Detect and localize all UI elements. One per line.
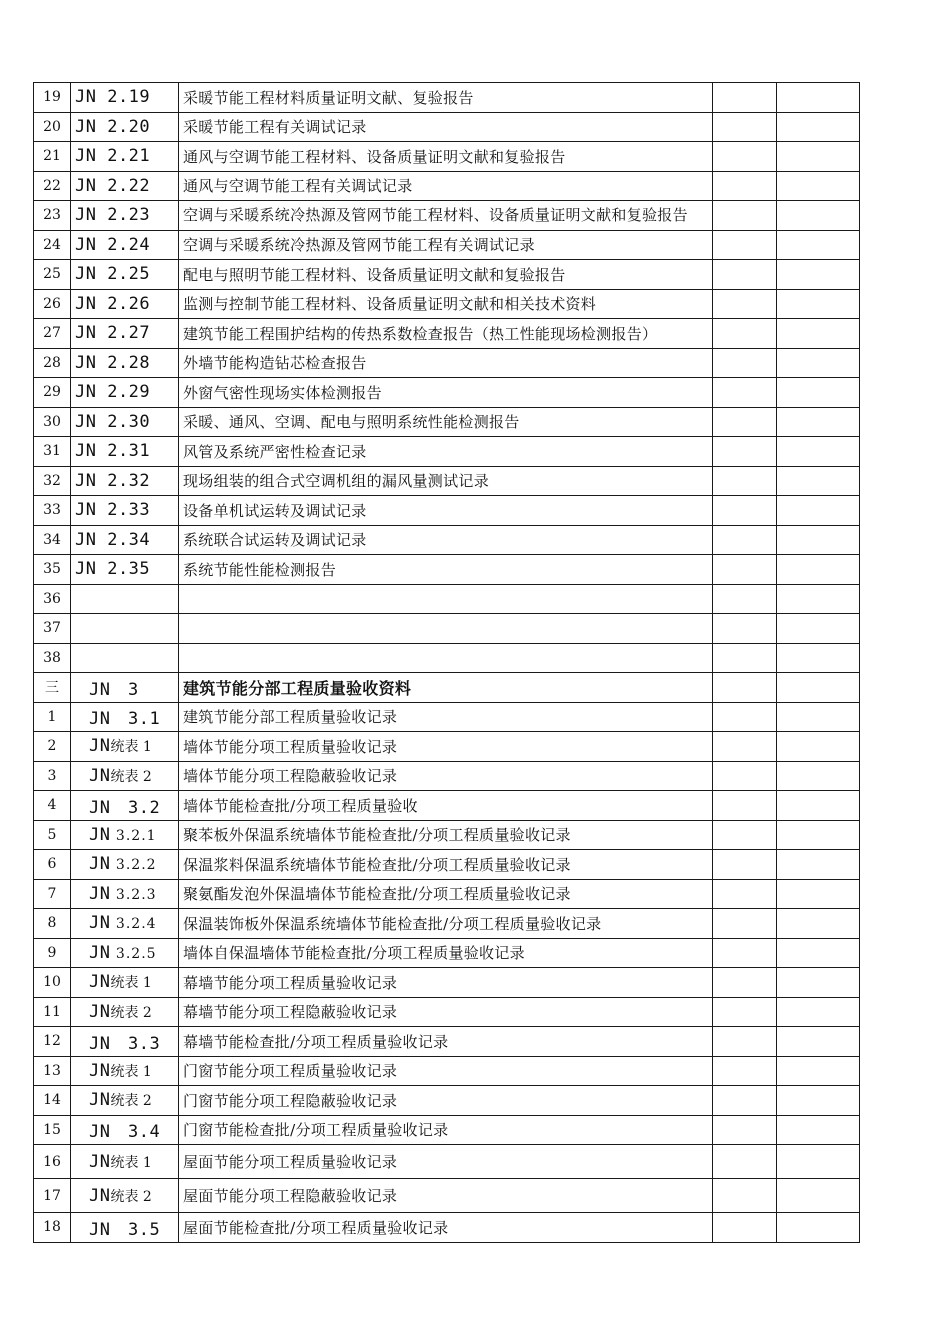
code-table-suffix: 统表 2	[110, 768, 152, 785]
table-row	[34, 820, 860, 850]
code-prefix: JN	[89, 1060, 111, 1081]
table-row	[34, 348, 860, 378]
row-number: 17	[34, 1179, 71, 1213]
row-title: 现场组装的组合式空调机组的漏风量测试记录	[179, 466, 713, 496]
row-title: 门窗节能分项工程质量验收记录	[179, 1056, 713, 1086]
check-cell-b	[777, 1145, 860, 1179]
row-title: 幕墙节能分项工程隐蔽验收记录	[179, 997, 713, 1027]
table-row	[34, 938, 860, 968]
check-cell-a	[713, 761, 777, 791]
table-row	[34, 1145, 860, 1179]
check-cell-a	[713, 791, 777, 821]
row-number: 20	[34, 112, 71, 142]
row-title: 幕墙节能检查批/分项工程质量验收记录	[179, 1027, 713, 1057]
check-cell-b	[777, 496, 860, 526]
row-title: 外窗气密性现场实体检测报告	[179, 378, 713, 408]
section-code: JN 3	[71, 673, 179, 703]
check-cell-b	[777, 83, 860, 113]
row-code: JN 2.21	[71, 142, 179, 172]
row-number: 19	[34, 83, 71, 113]
table-row	[34, 1086, 860, 1116]
row-code	[71, 732, 179, 762]
row-title: 外墙节能构造钻芯检查报告	[179, 348, 713, 378]
table-row	[34, 171, 860, 201]
row-title: 监测与控制节能工程材料、设备质量证明文献和相关技术资料	[179, 289, 713, 319]
check-cell-a	[713, 1145, 777, 1179]
row-title: 通风与空调节能工程有关调试记录	[179, 171, 713, 201]
row-code	[71, 1213, 179, 1243]
row-number: 14	[34, 1086, 71, 1116]
check-cell-b	[777, 555, 860, 585]
row-title: 空调与采暖系统冷热源及管网节能工程有关调试记录	[179, 230, 713, 260]
row-code: JN 2.31	[71, 437, 179, 467]
code-prefix: JN	[89, 824, 111, 845]
table-row	[34, 643, 860, 673]
check-cell-a	[713, 1179, 777, 1213]
section-label: 三	[34, 673, 71, 703]
row-number: 30	[34, 407, 71, 437]
code-prefix: JN	[89, 765, 111, 786]
check-cell-a	[713, 614, 777, 644]
row-title: 风管及系统严密性检查记录	[179, 437, 713, 467]
row-number: 22	[34, 171, 71, 201]
table-row	[34, 289, 860, 319]
table-row	[34, 761, 860, 791]
check-cell-b	[777, 938, 860, 968]
check-cell-a	[713, 555, 777, 585]
row-number: 28	[34, 348, 71, 378]
check-cell-a	[713, 230, 777, 260]
code-prefix: JN 3.1	[89, 709, 161, 730]
row-code: JN 2.28	[71, 348, 179, 378]
row-code: JN 2.22	[71, 171, 179, 201]
row-number: 10	[34, 968, 71, 998]
row-number: 3	[34, 761, 71, 791]
row-code: JN 2.25	[71, 260, 179, 290]
row-code: JN 2.34	[71, 525, 179, 555]
check-cell-b	[777, 1027, 860, 1057]
row-code	[71, 702, 179, 732]
section-two-rows	[34, 83, 860, 673]
check-cell-b	[777, 260, 860, 290]
check-cell-b	[777, 909, 860, 939]
row-code: JN 2.29	[71, 378, 179, 408]
table-row	[34, 260, 860, 290]
row-title: 空调与采暖系统冷热源及管网节能工程材料、设备质量证明文献和复验报告	[179, 201, 713, 231]
row-title: 系统联合试运转及调试记录	[179, 525, 713, 555]
row-number: 31	[34, 437, 71, 467]
table-row	[34, 1179, 860, 1213]
check-cell-a	[713, 348, 777, 378]
row-title	[179, 643, 713, 673]
table-row	[34, 614, 860, 644]
table-row	[34, 142, 860, 172]
table-row	[34, 879, 860, 909]
row-title: 采暖节能工程有关调试记录	[179, 112, 713, 142]
table-row	[34, 201, 860, 231]
code-sub-number: 3.2.4	[110, 916, 157, 933]
code-sub-number: 3.2.3	[110, 886, 157, 903]
check-cell-b	[777, 673, 860, 703]
check-cell-a	[713, 673, 777, 703]
check-cell-a	[713, 879, 777, 909]
row-code	[71, 938, 179, 968]
table-row	[34, 584, 860, 614]
row-title	[179, 614, 713, 644]
check-cell-a	[713, 407, 777, 437]
row-title: 保温装饰板外保温系统墙体节能检查批/分项工程质量验收记录	[179, 909, 713, 939]
check-cell-a	[713, 142, 777, 172]
row-title: 幕墙节能分项工程质量验收记录	[179, 968, 713, 998]
check-cell-b	[777, 348, 860, 378]
check-cell-a	[713, 201, 777, 231]
check-cell-a	[713, 1027, 777, 1057]
code-sub-number: 3.2.2	[110, 857, 157, 874]
check-cell-b	[777, 1115, 860, 1145]
row-title: 配电与照明节能工程材料、设备质量证明文献和复验报告	[179, 260, 713, 290]
row-code	[71, 1145, 179, 1179]
table-row	[34, 378, 860, 408]
check-cell-b	[777, 791, 860, 821]
check-cell-b	[777, 614, 860, 644]
table-row	[34, 83, 860, 113]
code-table-suffix: 统表 1	[110, 739, 152, 756]
row-number: 29	[34, 378, 71, 408]
table-row	[34, 968, 860, 998]
check-cell-a	[713, 289, 777, 319]
check-cell-b	[777, 879, 860, 909]
check-cell-b	[777, 171, 860, 201]
row-title: 墙体节能分项工程隐蔽验收记录	[179, 761, 713, 791]
code-prefix: JN	[89, 1001, 111, 1022]
code-prefix: JN	[89, 1090, 111, 1111]
row-number: 12	[34, 1027, 71, 1057]
row-title: 屋面节能分项工程质量验收记录	[179, 1145, 713, 1179]
section-title: 建筑节能分部工程质量验收资料	[179, 673, 713, 703]
code-table-suffix: 统表 1	[110, 1154, 152, 1171]
check-cell-b	[777, 1056, 860, 1086]
row-title	[179, 584, 713, 614]
row-number: 26	[34, 289, 71, 319]
row-number: 35	[34, 555, 71, 585]
check-cell-b	[777, 1086, 860, 1116]
check-cell-a	[713, 319, 777, 349]
row-code: JN 2.20	[71, 112, 179, 142]
row-code	[71, 1056, 179, 1086]
row-number: 37	[34, 614, 71, 644]
check-cell-a	[713, 1213, 777, 1243]
check-cell-a	[713, 1086, 777, 1116]
check-cell-a	[713, 938, 777, 968]
row-number: 4	[34, 791, 71, 821]
table-row	[34, 437, 860, 467]
check-cell-b	[777, 437, 860, 467]
code-prefix: JN	[89, 972, 111, 993]
code-table-suffix: 统表 1	[110, 975, 152, 992]
row-title: 聚氨酯发泡外保温墙体节能检查批/分项工程质量验收记录	[179, 879, 713, 909]
check-cell-b	[777, 702, 860, 732]
row-code	[71, 1027, 179, 1057]
row-number: 25	[34, 260, 71, 290]
row-number: 23	[34, 201, 71, 231]
code-prefix: JN 3.3	[89, 1033, 161, 1054]
row-code	[71, 1179, 179, 1213]
check-cell-a	[713, 466, 777, 496]
row-number: 18	[34, 1213, 71, 1243]
check-cell-a	[713, 584, 777, 614]
row-number: 13	[34, 1056, 71, 1086]
row-code	[71, 584, 179, 614]
check-cell-a	[713, 968, 777, 998]
check-cell-b	[777, 230, 860, 260]
check-cell-b	[777, 112, 860, 142]
row-number: 11	[34, 997, 71, 1027]
row-number: 21	[34, 142, 71, 172]
row-title: 通风与空调节能工程材料、设备质量证明文献和复验报告	[179, 142, 713, 172]
code-table-suffix: 统表 2	[110, 1004, 152, 1021]
row-number: 32	[34, 466, 71, 496]
row-code	[71, 1086, 179, 1116]
code-prefix: JN 3.5	[89, 1219, 161, 1240]
check-cell-a	[713, 732, 777, 762]
row-title: 采暖、通风、空调、配电与照明系统性能检测报告	[179, 407, 713, 437]
check-cell-b	[777, 201, 860, 231]
code-table-suffix: 统表 2	[110, 1093, 152, 1110]
code-prefix: JN 3.4	[89, 1122, 161, 1143]
check-cell-b	[777, 968, 860, 998]
check-cell-a	[713, 702, 777, 732]
check-cell-a	[713, 171, 777, 201]
table-row	[34, 1115, 860, 1145]
table-row	[34, 525, 860, 555]
code-prefix: JN 3.2	[89, 797, 161, 818]
row-code: JN 2.27	[71, 319, 179, 349]
row-title: 屋面节能分项工程隐蔽验收记录	[179, 1179, 713, 1213]
row-number: 36	[34, 584, 71, 614]
code-table-suffix: 统表 2	[110, 1188, 152, 1205]
row-number: 27	[34, 319, 71, 349]
row-title: 屋面节能检查批/分项工程质量验收记录	[179, 1213, 713, 1243]
check-cell-b	[777, 378, 860, 408]
section-three-header	[34, 673, 860, 703]
row-code	[71, 820, 179, 850]
code-table-suffix: 统表 1	[110, 1063, 152, 1080]
check-cell-b	[777, 319, 860, 349]
check-cell-b	[777, 643, 860, 673]
check-cell-a	[713, 850, 777, 880]
row-code: JN 2.35	[71, 555, 179, 585]
check-cell-b	[777, 525, 860, 555]
row-code: JN 2.30	[71, 407, 179, 437]
row-number: 1	[34, 702, 71, 732]
row-code	[71, 850, 179, 880]
check-cell-a	[713, 378, 777, 408]
check-cell-b	[777, 1179, 860, 1213]
section-header-row	[34, 673, 860, 703]
check-cell-a	[713, 643, 777, 673]
row-number: 34	[34, 525, 71, 555]
code-sub-number: 3.2.5	[110, 945, 157, 962]
check-cell-b	[777, 1213, 860, 1243]
row-code: JN 2.26	[71, 289, 179, 319]
table-row	[34, 1213, 860, 1243]
table-row	[34, 319, 860, 349]
check-cell-b	[777, 584, 860, 614]
row-title: 采暖节能工程材料质量证明文献、复验报告	[179, 83, 713, 113]
check-cell-a	[713, 83, 777, 113]
row-code: JN 2.23	[71, 201, 179, 231]
check-cell-a	[713, 1056, 777, 1086]
row-code	[71, 643, 179, 673]
check-cell-b	[777, 820, 860, 850]
table-row	[34, 496, 860, 526]
row-code	[71, 761, 179, 791]
row-code	[71, 968, 179, 998]
row-number: 33	[34, 496, 71, 526]
row-code	[71, 1115, 179, 1145]
row-number: 7	[34, 879, 71, 909]
code-prefix: JN	[89, 942, 111, 963]
section-three-rows	[34, 702, 860, 1242]
row-code	[71, 997, 179, 1027]
table-row	[34, 732, 860, 762]
row-number: 9	[34, 938, 71, 968]
row-number: 24	[34, 230, 71, 260]
check-cell-b	[777, 142, 860, 172]
check-cell-a	[713, 525, 777, 555]
row-title: 建筑节能分部工程质量验收记录	[179, 702, 713, 732]
row-number: 15	[34, 1115, 71, 1145]
check-cell-b	[777, 850, 860, 880]
table-row	[34, 791, 860, 821]
check-cell-b	[777, 997, 860, 1027]
row-number: 2	[34, 732, 71, 762]
check-cell-b	[777, 466, 860, 496]
row-code: JN 2.32	[71, 466, 179, 496]
check-cell-a	[713, 112, 777, 142]
row-title: 系统节能性能检测报告	[179, 555, 713, 585]
records-table	[33, 82, 860, 1243]
check-cell-a	[713, 437, 777, 467]
check-cell-a	[713, 260, 777, 290]
table-row	[34, 407, 860, 437]
code-prefix: JN	[89, 1151, 111, 1172]
table-row	[34, 112, 860, 142]
check-cell-b	[777, 407, 860, 437]
row-number: 5	[34, 820, 71, 850]
code-prefix: JN	[89, 883, 111, 904]
table-row	[34, 230, 860, 260]
row-code: JN 2.19	[71, 83, 179, 113]
row-code: JN 2.33	[71, 496, 179, 526]
check-cell-a	[713, 1115, 777, 1145]
row-code	[71, 614, 179, 644]
code-sub-number: 3.2.1	[110, 827, 157, 844]
row-title: 墙体节能分项工程质量验收记录	[179, 732, 713, 762]
check-cell-b	[777, 732, 860, 762]
row-code	[71, 909, 179, 939]
row-title: 墙体节能检查批/分项工程质量验收	[179, 791, 713, 821]
code-prefix: JN	[89, 913, 111, 934]
row-number: 8	[34, 909, 71, 939]
check-cell-b	[777, 289, 860, 319]
code-prefix: JN	[89, 736, 111, 757]
check-cell-a	[713, 496, 777, 526]
row-code	[71, 879, 179, 909]
table-row	[34, 1027, 860, 1057]
table-row	[34, 850, 860, 880]
check-cell-a	[713, 820, 777, 850]
row-title: 建筑节能工程围护结构的传热系数检查报告（热工性能现场检测报告）	[179, 319, 713, 349]
row-number: 38	[34, 643, 71, 673]
row-title: 保温浆料保温系统墙体节能检查批/分项工程质量验收记录	[179, 850, 713, 880]
row-title: 门窗节能检查批/分项工程质量验收记录	[179, 1115, 713, 1145]
row-number: 16	[34, 1145, 71, 1179]
row-code	[71, 791, 179, 821]
table-row	[34, 466, 860, 496]
row-number: 6	[34, 850, 71, 880]
check-cell-a	[713, 909, 777, 939]
table-row	[34, 1056, 860, 1086]
check-cell-b	[777, 761, 860, 791]
check-cell-a	[713, 997, 777, 1027]
code-prefix: JN	[89, 1185, 111, 1206]
row-title: 设备单机试运转及调试记录	[179, 496, 713, 526]
table-row	[34, 909, 860, 939]
row-code: JN 2.24	[71, 230, 179, 260]
table-row	[34, 702, 860, 732]
row-title: 墙体自保温墙体节能检查批/分项工程质量验收记录	[179, 938, 713, 968]
code-prefix: JN	[89, 854, 111, 875]
table-row	[34, 997, 860, 1027]
row-title: 门窗节能分项工程隐蔽验收记录	[179, 1086, 713, 1116]
row-title: 聚苯板外保温系统墙体节能检查批/分项工程质量验收记录	[179, 820, 713, 850]
table-row	[34, 555, 860, 585]
